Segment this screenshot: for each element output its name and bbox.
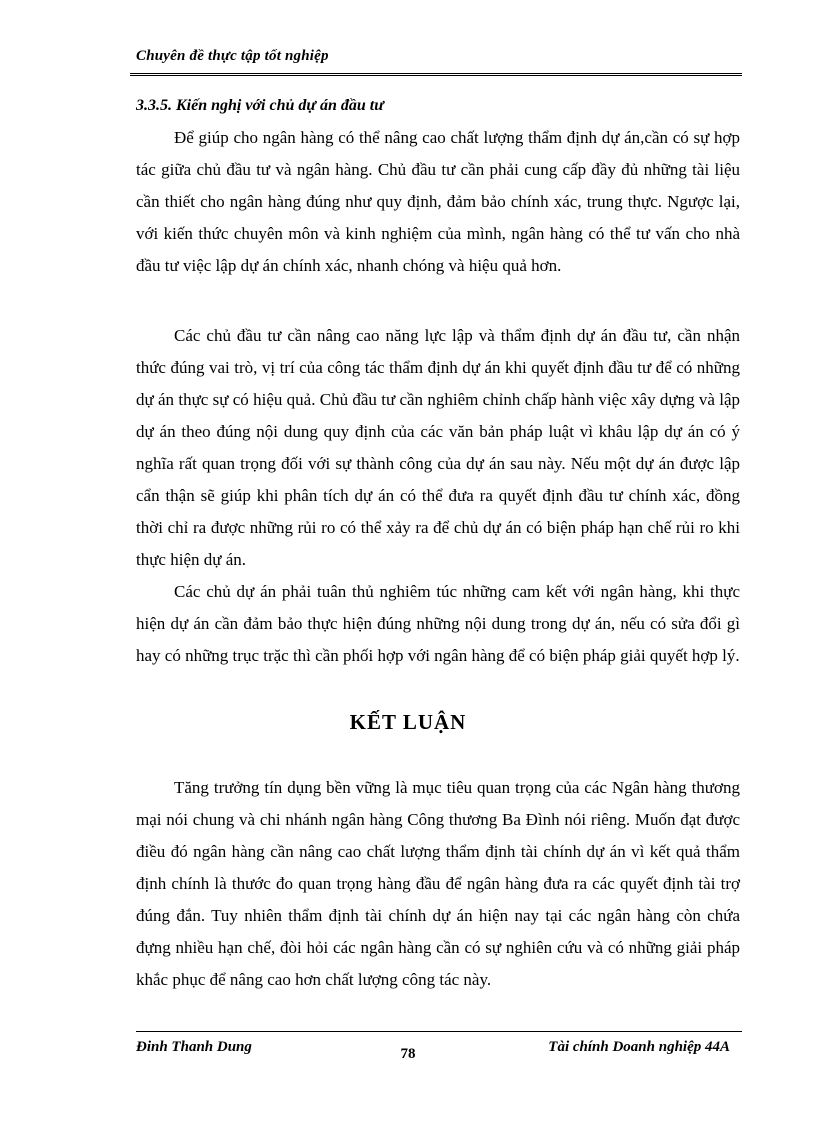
section-paragraph-1-block: [136, 122, 740, 282]
section-paragraph-2-block: [136, 320, 740, 576]
conclusion-block: [136, 772, 740, 996]
section-paragraph-3-block: [136, 576, 740, 672]
header-title: Chuyên đề thực tập tốt nghiệp: [136, 48, 329, 64]
footer-divider: [136, 1031, 742, 1032]
conclusion-paragraph: Tăng trưởng tín dụng bền vững là mục tiêu quan trọng của các Ngân hàng thương mại nói chung và chi nhánh ngân hàng Công thương Ba Đình nói riêng. Muốn đạt được điều đó ngân hàng cần nâng cao chất lượng thẩm định tài chính dự án vì kết quả thẩm định chính là thước đo quan trọng hàng đầu để ngân hàng đưa ra các quyết định tài trợ đúng đắn. Tuy nhiên thẩm định tài chính dự án hiện nay tại các ngân hàng còn chứa đựng nhiều hạn chế, đòi hỏi các ngân hàng cần có sự nghiên cứu và có những giải pháp khắc phục để nâng cao hơn chất lượng công tác này.: [136, 778, 740, 989]
section-heading: 3.3.5. Kiến nghị với chủ dự án đầu tư: [136, 97, 384, 114]
footer-department: Tài chính Doanh nghiệp 44A: [548, 1039, 730, 1055]
footer-author: Đinh Thanh Dung: [136, 1039, 252, 1055]
page-number: 78: [400, 1046, 416, 1062]
section-paragraph: Các chủ dự án phải tuân thủ nghiêm túc những cam kết với ngân hàng, khi thực hiện dự án cần đảm bảo thực hiện đúng những nội dung trong dự án, nếu có sửa đổi gì hay có những trục trặc thì cần phối hợp với ngân hàng để có biện pháp giải quyết hợp lý.: [136, 582, 740, 665]
conclusion-heading: KẾT LUẬN: [349, 710, 467, 734]
header-divider: [130, 73, 742, 76]
section-paragraph: Để giúp cho ngân hàng có thể nâng cao chất lượng thẩm định dự án,cần có sự hợp tác giữa chủ đầu tư và ngân hàng. Chủ đầu tư cần phải cung cấp đầy đủ những tài liệu cần thiết cho ngân hàng đúng như quy định, đảm bảo chính xác, trung thực. Ngược lại, với kiến thức chuyên môn và kinh nghiệm của mình, ngân hàng có thể tư vấn cho nhà đầu tư việc lập dự án chính xác, nhanh chóng và hiệu quả hơn.: [136, 128, 740, 275]
section-paragraph: Các chủ đầu tư cần nâng cao năng lực lập và thẩm định dự án đầu tư, cần nhận thức đúng vai trò, vị trí của công tác thẩm định dự án khi quyết định đầu tư để có những dự án thực sự có hiệu quả. Chủ đầu tư cần nghiêm chỉnh chấp hành việc xây dựng và lập dự án theo đúng nội dung quy định của các văn bản pháp luật vì khâu lập dự án có ý nghĩa rất quan trọng đối với sự thành công của dự án sau này. Nếu một dự án được lập cẩn thận sẽ giúp khi phân tích dự án có thể đưa ra quyết định đầu tư chính xác, đồng thời chỉ ra được những rủi ro có thể xảy ra để chủ dự án có biện pháp hạn chế rủi ro khi thực hiện dự án.: [136, 326, 740, 569]
